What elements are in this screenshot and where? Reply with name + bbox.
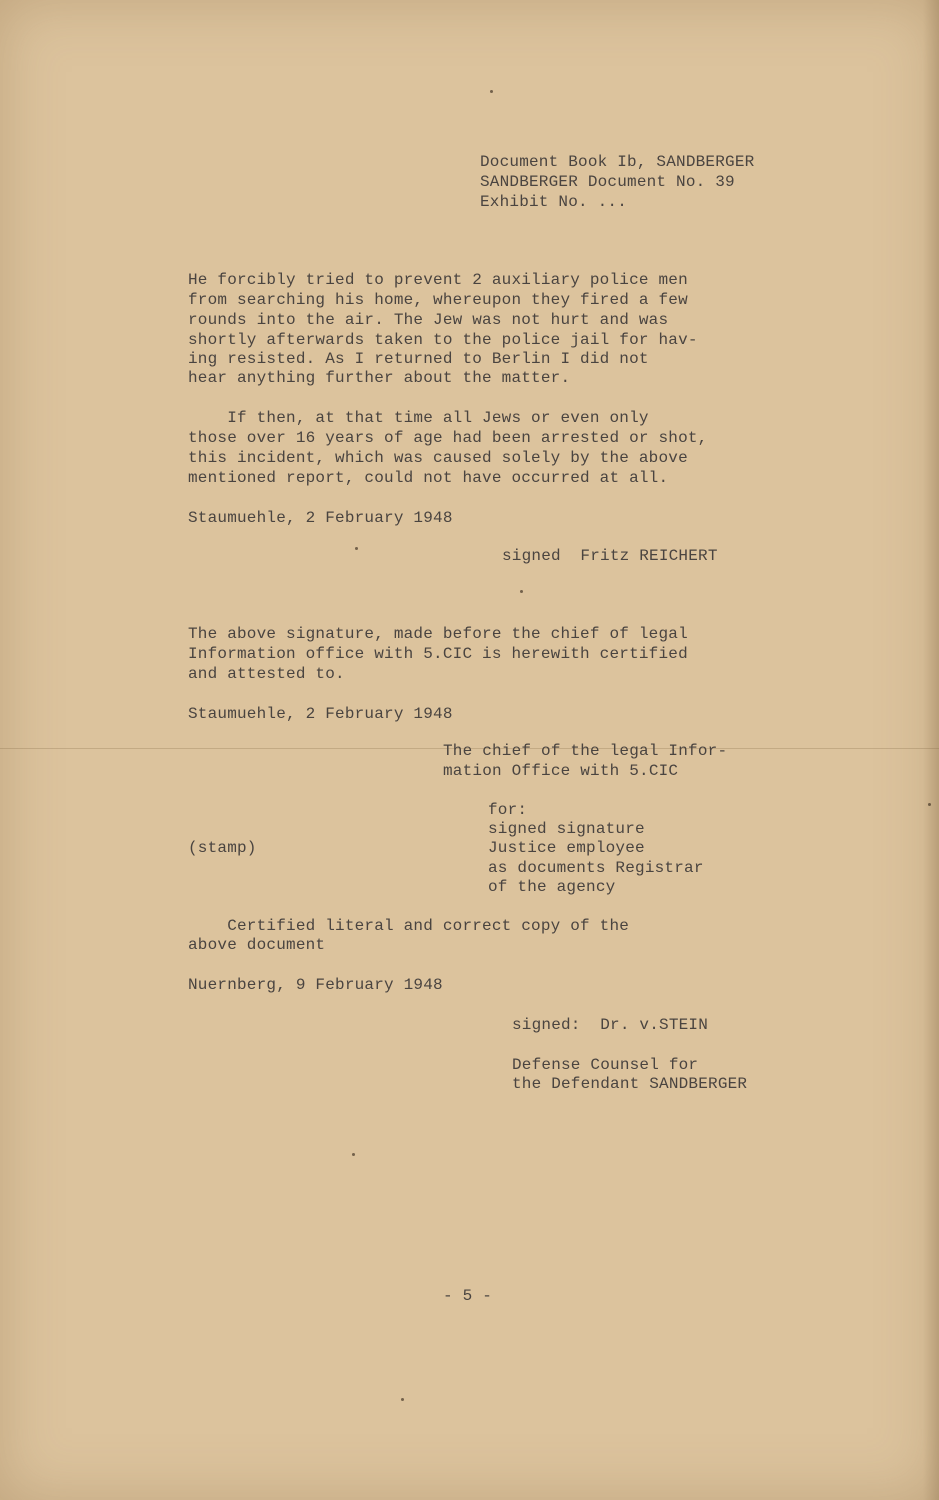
paper-speck	[520, 590, 523, 593]
certification-place-date: Staumuehle, 2 February 1948	[188, 705, 453, 723]
body-line: this incident, which was caused solely by the above	[188, 449, 688, 467]
body-line: mentioned report, could not have occurred at all.	[188, 469, 669, 487]
counsel-role-line: Defense Counsel for	[512, 1056, 699, 1074]
header-document-book: Document Book Ib, SANDBERGER	[480, 153, 755, 171]
paper-speck	[352, 1153, 355, 1156]
paper-speck	[355, 547, 358, 550]
certification-line: Information office with 5.CIC is herewith certified	[188, 645, 688, 663]
body-line: those over 16 years of age had been arrested or shot,	[188, 429, 708, 447]
page-number: - 5 -	[443, 1287, 493, 1305]
affidavit-place-date: Staumuehle, 2 February 1948	[188, 509, 453, 527]
body-line: hear anything further about the matter.	[188, 369, 571, 387]
affidavit-signature: signed Fritz REICHERT	[502, 547, 718, 565]
body-line: If then, at that time all Jews or even only	[188, 409, 649, 427]
paper-speck	[401, 1398, 404, 1401]
for-block-line: as documents Registrar	[488, 859, 704, 877]
body-line: from searching his home, whereupon they fired a few	[188, 291, 688, 309]
body-line: He forcibly tried to prevent 2 auxiliary police men	[188, 271, 688, 289]
for-block-line: of the agency	[488, 878, 616, 896]
copy-place-date: Nuernberg, 9 February 1948	[188, 976, 443, 994]
copy-certification-line: above document	[188, 936, 326, 954]
paper-speck	[928, 803, 931, 806]
chief-title-line: The chief of the legal Infor-	[443, 742, 728, 760]
stamp-placeholder: (stamp)	[188, 839, 257, 857]
certification-line: and attested to.	[188, 665, 345, 683]
for-block-line: for:	[488, 801, 528, 819]
body-line: ing resisted. As I returned to Berlin I did not	[188, 350, 649, 368]
counsel-signature: signed: Dr. v.STEIN	[512, 1016, 709, 1034]
header-exhibit-number: Exhibit No. ...	[480, 193, 628, 211]
header-document-number: SANDBERGER Document No. 39	[480, 173, 735, 191]
paper-speck	[490, 90, 493, 93]
paper-edge-shadow	[923, 0, 939, 1500]
for-block-line: Justice employee	[488, 839, 645, 857]
counsel-role-line: the Defendant SANDBERGER	[512, 1075, 748, 1093]
chief-title-line: mation Office with 5.CIC	[443, 762, 679, 780]
body-line: shortly afterwards taken to the police jail for hav-	[188, 331, 698, 349]
for-block-line: signed signature	[488, 820, 645, 838]
copy-certification-line: Certified literal and correct copy of the	[188, 917, 630, 935]
certification-line: The above signature, made before the chief of legal	[188, 625, 688, 643]
body-line: rounds into the air. The Jew was not hurt and was	[188, 311, 669, 329]
